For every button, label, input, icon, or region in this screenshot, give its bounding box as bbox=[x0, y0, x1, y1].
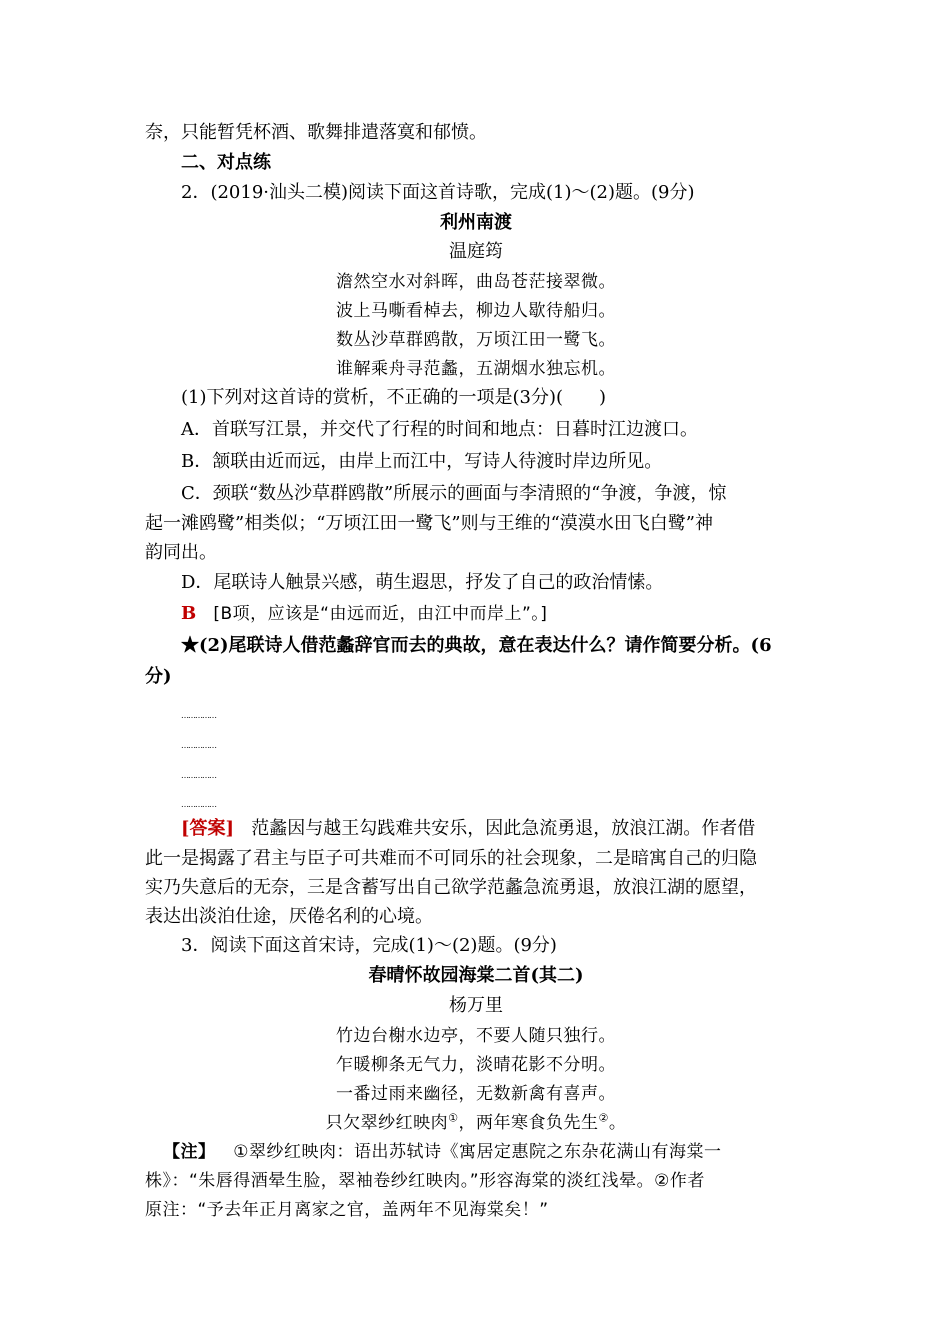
footnote-mark: ② bbox=[598, 1111, 609, 1125]
poem2-title: 春晴怀故园海棠二首(其二) bbox=[368, 965, 584, 986]
answer-2-line: 此一是揭露了君主与臣子可共难而不可同乐的社会现象，二是暗寓自己的归隐 bbox=[145, 848, 757, 869]
answer-2-text: 范蠡因与越王勾践难共安乐，因此急流勇退，放浪江湖。作者借 bbox=[251, 818, 756, 839]
poem1-author: 温庭筠 bbox=[449, 241, 503, 262]
poem1-title: 利州南渡 bbox=[440, 212, 512, 233]
footnote-mark: ① bbox=[448, 1111, 459, 1125]
text-line: 奈，只能暂凭杯酒、歌舞排遣落寞和郁愤。 bbox=[145, 122, 487, 143]
poem2-line: 乍暖柳条无气力，淡晴花影不分明。 bbox=[336, 1055, 616, 1075]
answer-1-letter: B bbox=[181, 603, 197, 624]
poem2-line-part: 。 bbox=[608, 1113, 627, 1133]
option-b: B．颔联由近而远，由岸上而江中，写诗人待渡时岸边所见。 bbox=[181, 451, 663, 472]
answer-blank-line: …………… bbox=[181, 771, 216, 780]
option-c-line: 起一滩鸥鹭”相类似；“万顷江田一鹭飞”则与王维的“漠漠水田飞白鹭”神 bbox=[145, 513, 714, 534]
poem2-line: 竹边台榭水边亭，不要人随只独行。 bbox=[336, 1026, 616, 1046]
answer-label: [答案] bbox=[181, 818, 235, 839]
poem1-line: 数丛沙草群鸥散，万顷江田一鹭飞。 bbox=[336, 330, 616, 350]
answer-2-line: 表达出淡泊仕途，厌倦名利的心境。 bbox=[145, 906, 433, 927]
poem2-line-part: 只欠翠纱红映肉 bbox=[325, 1113, 449, 1133]
question-2: 2．(2019·汕头二模)阅读下面这首诗歌，完成(1)～(2)题。(9分) bbox=[181, 182, 695, 203]
question-2-2: ★(2)尾联诗人借范蠡辞官而去的典故，意在表达什么？请作简要分析。(6 bbox=[181, 635, 772, 656]
note-label: 【注】 bbox=[163, 1142, 216, 1162]
note-text: ①翠纱红映肉：语出苏轼诗《寓居定惠院之东杂花满山有海棠一 bbox=[233, 1142, 722, 1162]
question-3: 3．阅读下面这首宋诗，完成(1)～(2)题。(9分) bbox=[181, 935, 557, 956]
option-a: A．首联写江景，并交代了行程的时间和地点：日暮时江边渡口。 bbox=[181, 419, 698, 440]
question-2-1: (1)下列对这首诗的赏析，不正确的一项是(3分)( ) bbox=[181, 387, 607, 408]
poem1-line: 谁解乘舟寻范蠡，五湖烟水独忘机。 bbox=[336, 359, 616, 379]
answer-2-line: 实乃失意后的无奈，三是含蓄写出自己欲学范蠡急流勇退，放浪江湖的愿望， bbox=[145, 877, 757, 898]
answer-2-line bbox=[181, 817, 807, 841]
poem2-line: 一番过雨来幽径，无数新禽有喜声。 bbox=[336, 1084, 616, 1104]
section-heading: 二、对点练 bbox=[181, 152, 271, 173]
note-line: 株》：“朱唇得酒晕生脸，翠袖卷纱红映肉。”形容海棠的淡红浅晕。②作者 bbox=[145, 1171, 705, 1191]
answer-1-explanation: [B项，应该是“由远而近，由江中而岸上”。] bbox=[213, 604, 548, 624]
answer-blank-line: …………… bbox=[181, 800, 216, 809]
answer-1 bbox=[181, 602, 807, 626]
poem2-line bbox=[145, 1111, 807, 1135]
option-d: D．尾联诗人触景兴感，萌生遐思，抒发了自己的政治情愫。 bbox=[181, 572, 664, 593]
note-line bbox=[163, 1140, 807, 1164]
answer-blank-line: …………… bbox=[181, 741, 216, 750]
poem2-author: 杨万里 bbox=[449, 995, 503, 1016]
option-c-line: 韵同出。 bbox=[145, 542, 217, 563]
question-2-2-cont: 分) bbox=[145, 666, 172, 687]
note-line: 原注：“予去年正月离家之官，盖两年不见海棠矣！” bbox=[145, 1200, 549, 1220]
answer-blank-line: …………… bbox=[181, 711, 216, 720]
poem1-line: 波上马嘶看棹去，柳边人歇待船归。 bbox=[336, 301, 616, 321]
poem1-line: 澹然空水对斜晖，曲岛苍茫接翠微。 bbox=[336, 272, 616, 292]
poem2-line-part: ，两年寒食负先生 bbox=[458, 1113, 599, 1133]
option-c-line: C．颈联“数丛沙草群鸥散”所展示的画面与李清照的“争渡，争渡，惊 bbox=[181, 483, 727, 504]
